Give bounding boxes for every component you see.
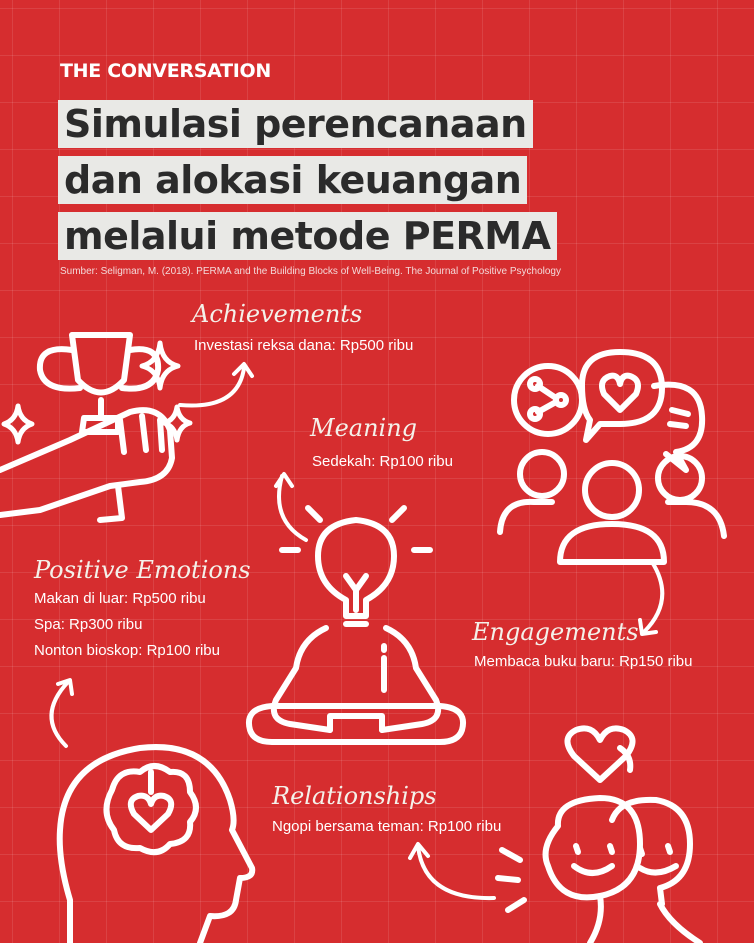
curved-arrow-icon [276, 474, 306, 540]
item-positive-emotions-2: Spa: Rp300 ribu [34, 616, 143, 633]
section-title-engagements: Engagements [472, 618, 639, 646]
curved-arrow-icon [180, 364, 252, 406]
section-title-meaning: Meaning [310, 414, 418, 442]
curved-arrow-icon [410, 844, 494, 898]
item-engagements-1: Membaca buku baru: Rp150 ribu [474, 653, 693, 670]
lightbulb-meditation-icon [249, 508, 463, 742]
section-title-positive-emotions: Positive Emotions [34, 556, 251, 584]
section-title-relationships: Relationships [272, 782, 437, 810]
section-title-achievements: Achievements [192, 300, 363, 328]
page-title-line-3: melalui metode PERMA [58, 212, 557, 260]
brand-logo: THE CONVERSATION [60, 60, 271, 82]
item-achievements-1: Investasi reksa dana: Rp500 ribu [194, 337, 414, 354]
item-relationships-1: Ngopi bersama teman: Rp100 ribu [272, 818, 502, 835]
smiling-faces-heart-icon [498, 728, 700, 943]
group-chat-icon [500, 352, 724, 562]
item-meaning-1: Sedekah: Rp100 ribu [312, 453, 453, 470]
curved-arrow-icon [640, 562, 662, 634]
page-title-line-1: Simulasi perencanaan [58, 100, 533, 148]
item-positive-emotions-3: Nonton bioskop: Rp100 ribu [34, 642, 220, 659]
item-positive-emotions-1: Makan di luar: Rp500 ribu [34, 590, 206, 607]
page-title-line-2: dan alokasi keuangan [58, 156, 527, 204]
head-brain-heart-icon [60, 747, 253, 943]
source-citation: Sumber: Seligman, M. (2018). PERMA and the Building Blocks of Well-Being. The Journal of Positive Psychology [60, 266, 561, 277]
curved-arrow-icon [51, 680, 72, 746]
